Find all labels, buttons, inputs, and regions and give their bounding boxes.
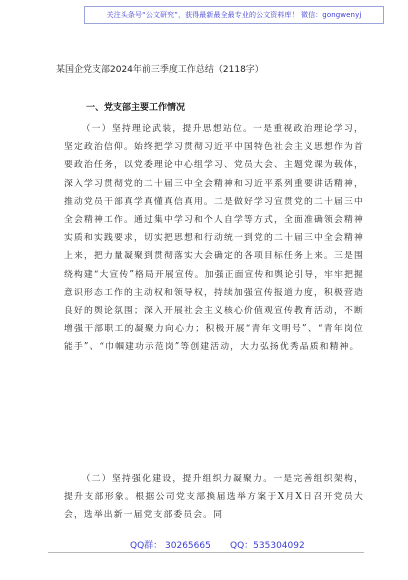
promo-banner-text: 关注头条号“公文研究”，获得最新最全最专业的公文资料库！ 微信：gongwenyj bbox=[106, 11, 362, 19]
footer-divider bbox=[48, 552, 364, 553]
footer-qq-contact: QQ：535304092 bbox=[230, 541, 305, 551]
document-title: 某国企党支部2024年前三季度工作总结（2118字） bbox=[56, 65, 264, 75]
promo-banner bbox=[84, 6, 384, 24]
footer-qq-group: QQ群： 30265665 bbox=[130, 541, 211, 551]
body-paragraph-2: （二）坚持强化建设，提升组织力凝聚力。一是完善组织架构，提升支部形象。根据公司党支部换届选举方案于X月X日召开党员大会，选举出新一届党支部委员会。同 bbox=[64, 474, 364, 521]
section-heading: 一、党支部主要工作情况 bbox=[86, 103, 186, 113]
body-paragraph-1: （一）坚持理论武装，提升思想站位。一是重视政治理论学习，坚定政治信仰。始终把学习贯彻习近平中国特色社会主义思想作为首要政治任务，以党委理论中心组学习、党员大会、主题党课为载体，深入学习贯彻党的二十届三中全会精神和习近平系列重要讲话精神，推动党员干部真学真懂真信真用。二是做好学习宣贯党的二十届三中全会精神工作。通过集中学习和个人自学等方式，全面准确领会精神实质和实践要求，切实把思想和行动统一到党的二十届三中全会精神上来，把力量凝聚到贯彻落实大会确定的各项目标任务上来。三是围绕构建“大宣传”格局开展宣传。加强正面宣传和舆论引导，牢牢把握意识形态工作的主动权和领导权，持续加强宣传报道力度，积极营造良好的舆论氛围；深入开展社会主义核心价值观宣传教育活动，不断增强干部职工的凝聚力向心力；积极开展“青年文明号”、“青年岗位能手”、“巾帼建功示范岗”等创建活动，大力弘扬优秀品质和精神。 bbox=[64, 124, 364, 353]
